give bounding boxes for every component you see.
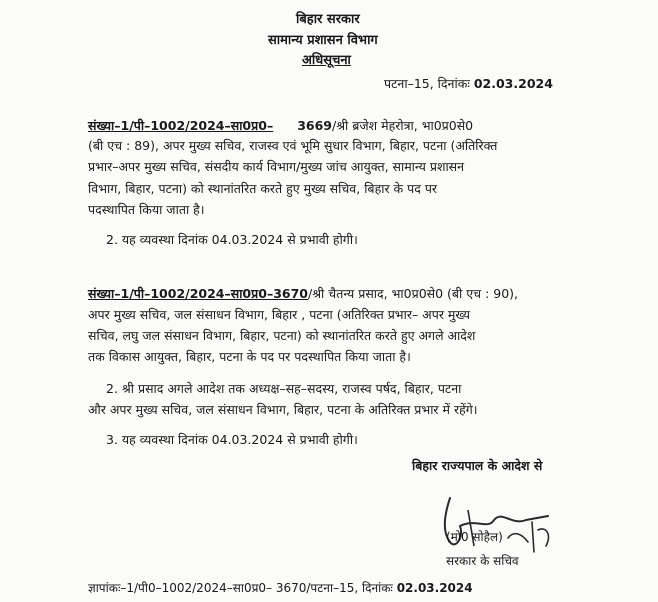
order2-line2: अपर मुख्य सचिव, जल संसाधन विभाग, बिहार , पटना (अतिरिक्त प्रभार– अपर मुख्य [88, 307, 470, 322]
signatory-name: (मो0 सोहैल) [446, 530, 503, 544]
government-title: बिहार सरकार [296, 12, 360, 27]
order1-line2: (बी एच : 89), अपर मुख्य सचिव, राजस्व एवं भूमि सुधार विभाग, बिहार, पटना (अतिरिक्त [88, 138, 498, 153]
handwritten-signature [436, 490, 556, 560]
place-date-prefix: पटना–15, दिनांकः [384, 76, 470, 91]
order2-point2-line1: 2. श्री प्रसाद अगले आदेश तक अध्यक्ष–सह–सदस्य, राजस्व पर्षद, बिहार, पटना [106, 381, 462, 396]
order2-point3: 3. यह व्यवस्था दिनांक 04.03.2024 से प्रभावी होगी। [106, 432, 358, 447]
order2-line4: तक विकास आयुक्त, बिहार, पटना के पद पर पदस्थापित किया जाता है। [88, 349, 411, 364]
memo-reference: ज्ञापांकः–1/पी0–1002/2024–सा0प्र0– 3670/पटना–15, दिनांकः [88, 581, 393, 595]
order2-line1 [88, 286, 518, 302]
place-date [384, 76, 553, 92]
order1-line3: प्रभार–अपर मुख्य सचिव, संसदीय कार्य विभाग/मुख्य जांच आयुक्त, सामान्य प्रशासन [88, 159, 465, 174]
order1-line5: पदस्थापित किया जाता है। [88, 202, 205, 217]
order1-officer: /श्री ब्रजेश मेहरोत्रा, भा0प्र0से0 [331, 118, 474, 133]
notification-date: 02.03.2024 [473, 76, 553, 91]
signatory-designation: सरकार के सचिव [446, 554, 519, 568]
order1-line4: विभाग, बिहार, पटना) को स्थानांतरित करते हुए मुख्य सचिव, बिहार के पद पर [88, 181, 438, 196]
order2-officer: /श्री चैतन्य प्रसाद, भा0प्र0से0 (बी एच : 90), [307, 286, 519, 301]
order1-line1 [88, 118, 473, 134]
memo-date: 02.03.2024 [396, 581, 473, 595]
by-order-of-governor: बिहार राज्यपाल के आदेश से [412, 458, 543, 473]
order2-reference: संख्या–1/पी–1002/2024–सा0प्र0–3670 [88, 286, 308, 301]
department-title: सामान्य प्रशासन विभाग [268, 33, 378, 48]
order2-point2-line2: और अपर मुख्य सचिव, जल संसाधन विभाग, बिहार, पटना के अतिरिक्त प्रभार में रहेंगे। [88, 402, 478, 417]
order1-point2: 2. यह व्यवस्था दिनांक 04.03.2024 से प्रभावी होगी। [106, 232, 358, 247]
notification-heading: अधिसूचना [302, 53, 351, 68]
memo-line [88, 580, 473, 596]
order1-reference: संख्या–1/पी–1002/2024–सा0प्र0– [88, 118, 274, 133]
order1-number: 3669 [297, 118, 332, 133]
order2-line3: सचिव, लघु जल संसाधन विभाग, बिहार, पटना) को स्थानांतरित करते हुए अगले आदेश [88, 328, 476, 343]
